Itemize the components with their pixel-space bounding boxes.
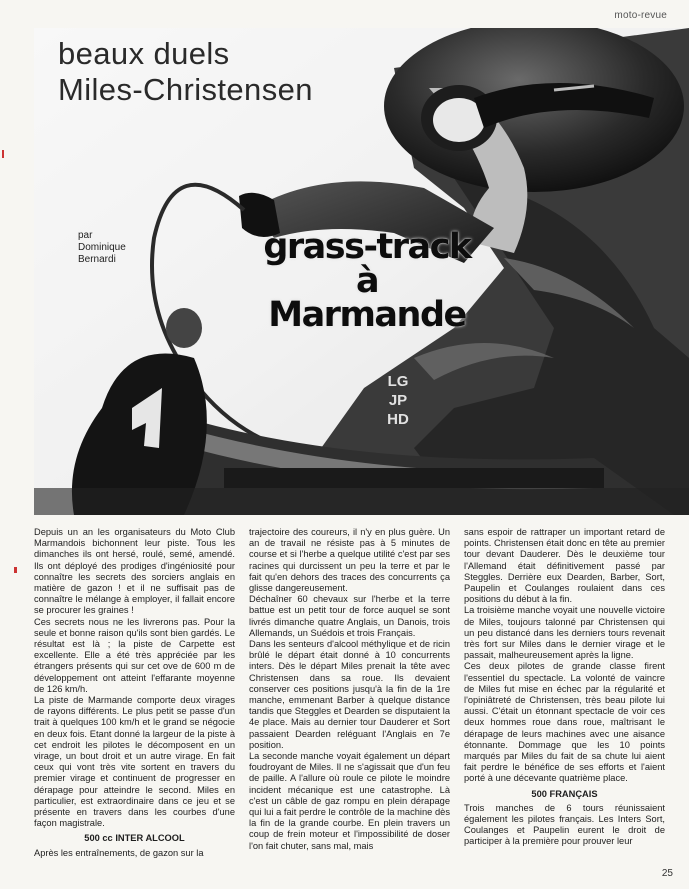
byline — [78, 230, 126, 266]
paragraph: Trois manches de 6 tours réunissaient également les pilotes français. Les Inters Sort, Coulanges et Paupelin eurent le droit de participer à la première pour prouver leur — [464, 802, 665, 847]
watermark-logo — [360, 372, 436, 442]
paragraph: Ces deux pilotes de grande classe firent l'essentiel du spectacle. La volonté de vaincre de Miles fut mise en échec par la régularité et l'opiniâtreté de Christensen, très beau pilote lui aussi. C'était un étonnant spectacle de voir ces deux hommes roue dans roue, maîtrisant le dérapage de leurs machines avec une aisance étonnante. Dommage que les 10 points marqués par Miles du fait de sa chute lui aient fait perdre le bénéfice de ses efforts et l'aient porté à une décevante quatrième place. — [464, 661, 665, 784]
byline-prefix: par — [78, 230, 93, 241]
paragraph: Dans les senteurs d'alcool méthylique et de ricin brûlé le départ était donné à 10 concurrents inters. Dès le départ Miles prenait la tête avec Christensen dans sa roue. Ils devaient conserver ces positions jusqu'à la fin de la 1re manche, emmenant Barber à quelque distance tandis que Steggles et Dearden se disputaient la 4e place. Mais au dernier tour Dauderer et Sort passaient Dearden reléguant l'Anglais en 7e position. — [249, 639, 450, 750]
headline-line-2: Miles-Christensen — [58, 72, 313, 107]
article-body — [34, 527, 666, 873]
watermark-line-1: LG — [387, 373, 409, 390]
column-2 — [249, 527, 450, 873]
photo-title — [262, 227, 472, 335]
margin-mark — [2, 150, 4, 158]
paragraph: trajectoire des coureurs, il n'y en plus guère. Un an de travail ne résiste pas à 5 minutes de course et si l'herbe a quelque utilité c'est par ses racines qui durcissent un peu la terre et par le fait qu'en dehors des traces des concurrents ça glisse dangereusement. — [249, 527, 450, 594]
page-number: 25 — [661, 868, 673, 879]
photo-title-line-3: Marmande — [268, 295, 466, 335]
paragraph: Depuis un an les organisateurs du Moto Club Marmandois bichonnent leur piste. Tous les dimanches ils ont hersé, roulé, semé, amendé. Ils ont déployé des prodiges d'ingéniosité pour connaître les secrets des sorciers anglais en matière de gazon ! et il ne suffisait pas de connaître le mélange à employer, il fallait encore se procurer les graines ! — [34, 527, 235, 616]
section-heading: 500 FRANÇAIS — [531, 788, 598, 799]
paragraph: Après les entraînements, de gazon sur la — [34, 847, 204, 858]
byline-first-name: Dominique — [78, 242, 126, 253]
headline-line-1: beaux duels — [58, 36, 230, 71]
paragraph: La piste de Marmande comporte deux virages de rayons différents. Le plus petit se passe d'un trait à quelques 100 km/h et le grand se négocie en deux fois. Etant donné la largeur de la piste à cet endroit les pilotes le décomposent en un virage, un bout droit et un autre virage. En fait ceux qui vont très vite sortent en travers du premier virage et continuent de progresser en dérapage pour atteindre le second. Miles en particulier, est extraordinaire dans ce jeu et se présente en travers dans les courbes d'une façon magistrale. — [34, 695, 235, 829]
photo-title-line-2: à — [355, 261, 379, 301]
section-heading: 500 cc INTER ALCOOL — [84, 833, 185, 844]
paragraph: Déchaîner 60 chevaux sur l'herbe et la terre battue est un petit tour de force auquel se sont livrés dimanche quatre Anglais, un Danois, trois Allemands, un Suédois et trois Français. — [249, 594, 450, 638]
article-headline — [58, 36, 313, 108]
column-1 — [34, 527, 235, 873]
margin-mark — [14, 567, 17, 573]
paragraph: La troisième manche voyait une nouvelle victoire de Miles, toujours talonné par Christensen qui un peu distancé dans les derniers tours revenait très fort sur Miles dans le dernier virage et le passait, malheureusement après la ligne. — [464, 605, 665, 661]
column-3 — [464, 527, 665, 873]
watermark-line-3: HD — [387, 411, 409, 428]
photo-title-line-1: grass-track — [263, 227, 471, 267]
paragraph: Ces secrets nous ne les livrerons pas. Pour la seule et bonne raison qu'ils sont bien gardés. Le résultat est là ; la piste de Carpette est excellente. Elle a été très appréciée par les étrangers présents qui sur cet ove de 600 m de développement ont atteint l'effarante moyenne de 126 km/h. — [34, 616, 235, 694]
paragraph: sans espoir de rattraper un important retard de points. Christensen était donc en tête au premier tour devant Dauderer. Dès le deuxième tour l'Allemand était définitivement passé par Steggles. Derrière eux Dearden, Barber, Sort, Paupelin et Coulanges roulaient dans ces positions du début à la fin. — [464, 527, 665, 605]
byline-last-name: Bernardi — [78, 254, 116, 265]
watermark-line-2: JP — [388, 392, 408, 409]
paragraph: La seconde manche voyait également un départ foudroyant de Miles. Il ne s'agissait que d'un feu de paille. A l'allure où roule ce pilote le moindre incident mécanique est une catastrophe. Là c'est un câble de gaz rompu en plein dérapage qui lui a fait perdre le contrôle de la machine dès la fin de la grande courbe. En plein travers un coup de frein moteur et l'impossibilité de doser l'on fait chuter, sans mal, mais — [249, 751, 450, 851]
magazine-name: moto-revue — [614, 10, 667, 21]
